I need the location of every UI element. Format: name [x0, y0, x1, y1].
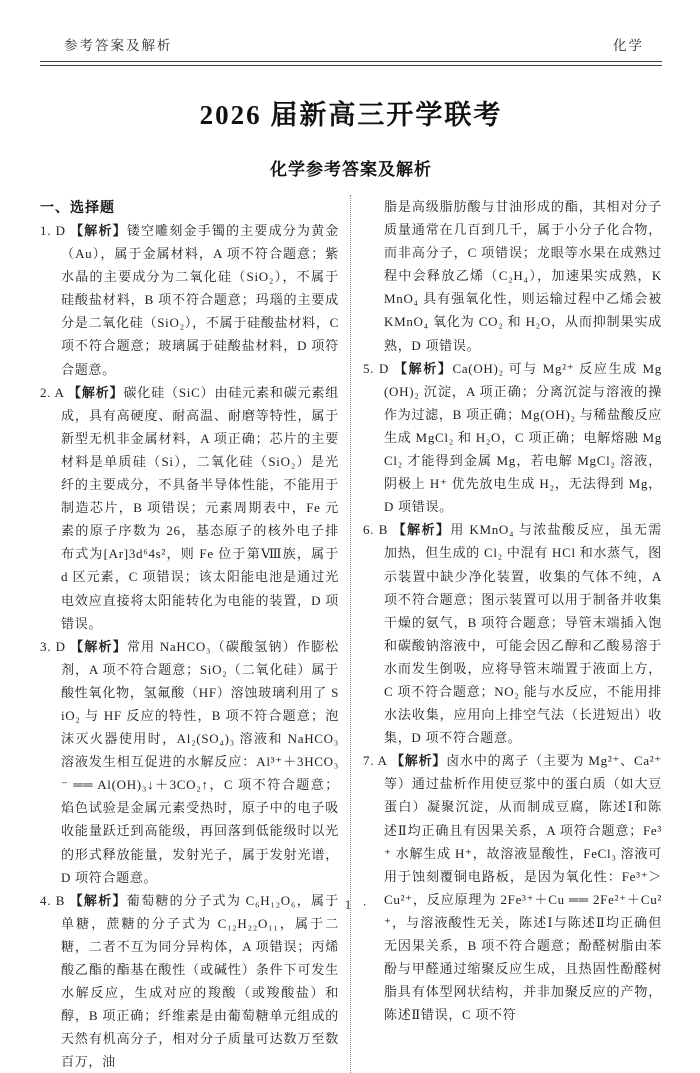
analysis-tag: 【解析】 [393, 360, 453, 376]
item-number: 5. D [363, 360, 394, 376]
answer-item-5 [363, 357, 662, 519]
item-number: 1. D [40, 223, 71, 238]
answer-text: 镂空雕刻金手镯的主要成分为黄金（Au），属于金属材料，A 项不符合题意；紫水晶的主要成分为二氧化硅（SiO₂），不属于硅酸盐材料，B 项不符合题意；玛瑙的主要成分是二氧化硅（SiO₂），不属于硅酸盐材料，C 项不符合题意；玻璃属于硅酸盐材料，D 项符合题意。 [61, 223, 339, 377]
page-number: · 1 · [329, 897, 371, 912]
running-header [40, 34, 662, 61]
exam-title: 2026 届新高三开学联考 [199, 100, 503, 130]
answer-item-4 [40, 889, 339, 1073]
answer-item-6 [363, 518, 662, 749]
answer-text: 碳化硅（SiC）由硅元素和碳元素组成，具有高硬度、耐高温、耐磨等特性，属于新型无机非金属材料，A 项正确；芯片的主要材料是单质硅（Si），二氧化硅（SiO₂）是光纤的主要成分，不具备半导体性能，不能用于制造芯片，B 项错误；元素周期表中，Fe 元素的原子序数为 26，基态原子的核外电子排布式为[Ar]3d⁶4s²，则 Fe 位于第Ⅷ族，属于 d 区元素，C 项错误；该太阳能电池是通过光电效应直接将太阳能转化为电能的装置，D 项错误。 [61, 384, 339, 631]
answer-item-4-continuation [363, 195, 662, 357]
answers-subtitle: 化学参考答案及解析 [270, 160, 432, 179]
section-heading: 一、选择题 [40, 199, 115, 215]
item-number: 6. B [363, 522, 393, 538]
answer-columns [40, 195, 662, 1073]
answer-text: 卤水中的离子（主要为 Mg²⁺、Ca²⁺ 等）通过盐析作用使豆浆中的蛋白质（如大豆蛋白）凝聚沉淀，从而制成豆腐，陈述Ⅰ和陈述Ⅱ均正确且有因果关系，A 项符合题意；Fe³⁺ 水解生成 H⁺，故溶液显酸性，FeCl₃ 溶液可用于蚀刻覆铜电路板，是因为氧化性：Fe³⁺＞Cu²⁺，反应原理为 2Fe³⁺＋Cu ══ 2Fe²⁺＋Cu²⁺，与溶液酸性无关，陈述Ⅰ与陈述Ⅱ均正确但无因果关系，B 项不符合题意；酚醛树脂由苯酚与甲醛通过缩聚反应生成，且热固性酚醛树脂具有体型网状结构，并非加聚反应的产物，陈述Ⅱ错误，C 项不符 [384, 753, 662, 1023]
answers-column-left [40, 195, 351, 1073]
doc-type-label: 参考答案及解析 [64, 38, 173, 53]
answer-text: 用 KMnO₄ 与浓盐酸反应，虽无需加热，但生成的 Cl₂ 中混有 HCl 和水蒸气，图示装置中缺少净化装置，收集的气体不纯，A 项不符合题意；图示装置可以用于制备并收集干燥的氨气，B 项符合题意；导管末端插入饱和碳酸钠溶液中，可能会因乙醇和乙酸易溶于水而发生倒吸，应将导管末端置于液面上方，C 项不符合题意；NO₂ 能与水反应，不能用排水法收集，应用向上排空气法（长进短出）收集，D 项不符合题意。 [384, 522, 663, 746]
analysis-tag: 【解析】 [392, 522, 451, 538]
answer-item-2 [40, 381, 339, 635]
analysis-tag: 【解析】 [70, 223, 127, 238]
answers-column-right [351, 195, 662, 1073]
item-number: 3. D [40, 638, 71, 654]
answer-text: 脂是高级脂肪酸与甘油形成的酯，其相对分子质量通常在几百到几千，属于小分子化合物，而非高分子，C 项错误；龙眼等水果在成熟过程中会释放乙烯（C₂H₄），加速果实成熟，KMnO₄ 具有强氧化性，则运输过程中乙烯会被 KMnO₄ 氧化为 CO₂ 和 H₂O，从而抑制果实成熟，D 项错误。 [384, 199, 662, 353]
answer-text: 葡萄糖的分子式为 C₆H₁₂O₆，属于单糖，蔗糖的分子式为 C₁₂H₂₂O₁₁，属于二糖，二者不互为同分异构体，A 项错误；丙烯酸乙酯的酯基在酸性（或碱性）条件下可发生水解反应，生成对应的羧酸（或羧酸盐）和醇，B 项正确；纤维素是由葡萄糖单元组成的天然有机高分子，相对分子质量可达数万至数百万，油 [61, 892, 339, 1070]
answer-text: Ca(OH)₂ 可与 Mg²⁺ 反应生成 Mg(OH)₂ 沉淀，A 项正确；分离沉淀与溶液的操作为过滤，B 项正确；Mg(OH)₂ 与稀盐酸反应生成 MgCl₂ 和 H₂O，C 项正确；电解熔融 MgCl₂ 才能得到金属 Mg，若电解 MgCl₂ 溶液，阴极上 H⁺ 优先放电生成 H₂，无法得到 Mg，D 项错误。 [384, 360, 662, 515]
item-number: 2. A [40, 384, 69, 400]
answer-text: 常用 NaHCO₃（碳酸氢钠）作膨松剂，A 项不符合题意；SiO₂（二氧化硅）属于酸性氧化物，氢氟酸（HF）溶蚀玻璃利用了 SiO₂ 与 HF 反应的特性，B 项不符合题意；泡沫灭火器使用时，Al₂(SO₄)₃ 溶液和 NaHCO₃ 溶液发生相互促进的水解反应：Al³⁺＋3HCO₃⁻ ══ Al(OH)₃↓＋3CO₂↑，C 项不符合题意；焰色试验是金属元素受热时，原子中的电子吸收能量跃迁到高能级，再回落到低能级时以光的形式释放能量，发射光子，属于发射光谱，D 项符合题意。 [61, 638, 339, 885]
item-number: 7. A [363, 753, 391, 769]
header-double-rule [40, 61, 662, 66]
analysis-tag: 【解析】 [69, 892, 127, 908]
analysis-tag: 【解析】 [68, 384, 124, 400]
answer-item-7 [363, 749, 662, 1026]
answer-item-3 [40, 635, 339, 889]
subject-label: 化学 [613, 38, 644, 53]
answer-item-1 [40, 219, 339, 381]
item-number: 4. B [40, 892, 70, 908]
analysis-tag: 【解析】 [390, 753, 447, 769]
analysis-tag: 【解析】 [70, 638, 127, 654]
